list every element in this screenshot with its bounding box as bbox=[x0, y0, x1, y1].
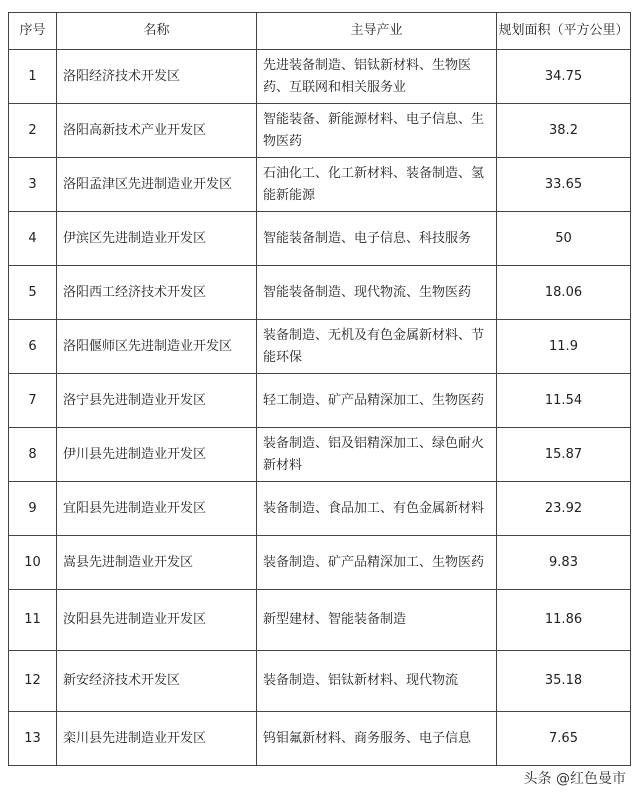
table-row bbox=[9, 536, 631, 590]
row-area: 23.92 bbox=[497, 482, 631, 536]
row-area: 50 bbox=[497, 212, 631, 266]
row-name: 洛阳偃师区先进制造业开发区 bbox=[57, 320, 257, 374]
table-row bbox=[9, 266, 631, 320]
row-name: 洛阳西工经济技术开发区 bbox=[57, 266, 257, 320]
row-area: 38.2 bbox=[497, 104, 631, 158]
row-index: 11 bbox=[9, 590, 57, 651]
table-row bbox=[9, 590, 631, 651]
row-area: 11.9 bbox=[497, 320, 631, 374]
row-name: 洛阳孟津区先进制造业开发区 bbox=[57, 158, 257, 212]
row-index: 8 bbox=[9, 428, 57, 482]
row-industry: 智能装备制造、现代物流、生物医药 bbox=[257, 266, 497, 320]
row-industry: 装备制造、铝及铝精深加工、绿色耐火新材料 bbox=[257, 428, 497, 482]
table-row bbox=[9, 428, 631, 482]
row-index: 2 bbox=[9, 104, 57, 158]
row-industry: 先进装备制造、铝钛新材料、生物医药、互联网和相关服务业 bbox=[257, 50, 497, 104]
row-area: 11.86 bbox=[497, 590, 631, 651]
row-index: 7 bbox=[9, 374, 57, 428]
table-row bbox=[9, 651, 631, 712]
row-industry: 装备制造、铝钛新材料、现代物流 bbox=[257, 651, 497, 712]
row-industry: 新型建材、智能装备制造 bbox=[257, 590, 497, 651]
row-area: 15.87 bbox=[497, 428, 631, 482]
row-industry: 智能装备、新能源材料、电子信息、生物医药 bbox=[257, 104, 497, 158]
table-row bbox=[9, 374, 631, 428]
header-name: 名称 bbox=[57, 13, 257, 50]
header-area: 规划面积（平方公里） bbox=[497, 13, 631, 50]
row-index: 3 bbox=[9, 158, 57, 212]
row-name: 伊川县先进制造业开发区 bbox=[57, 428, 257, 482]
table-row bbox=[9, 212, 631, 266]
row-area: 35.18 bbox=[497, 651, 631, 712]
row-industry: 轻工制造、矿产品精深加工、生物医药 bbox=[257, 374, 497, 428]
row-name: 洛阳高新技术产业开发区 bbox=[57, 104, 257, 158]
row-industry: 智能装备制造、电子信息、科技服务 bbox=[257, 212, 497, 266]
row-industry: 石油化工、化工新材料、装备制造、氢能新能源 bbox=[257, 158, 497, 212]
row-name: 洛宁县先进制造业开发区 bbox=[57, 374, 257, 428]
row-index: 9 bbox=[9, 482, 57, 536]
row-index: 13 bbox=[9, 712, 57, 766]
row-name: 洛阳经济技术开发区 bbox=[57, 50, 257, 104]
row-name: 栾川县先进制造业开发区 bbox=[57, 712, 257, 766]
row-index: 1 bbox=[9, 50, 57, 104]
row-area: 7.65 bbox=[497, 712, 631, 766]
row-area: 33.65 bbox=[497, 158, 631, 212]
row-industry: 装备制造、矿产品精深加工、生物医药 bbox=[257, 536, 497, 590]
watermark: 头条 @红色曼市 bbox=[523, 771, 626, 787]
row-index: 6 bbox=[9, 320, 57, 374]
header-industry: 主导产业 bbox=[257, 13, 497, 50]
row-industry: 装备制造、食品加工、有色金属新材料 bbox=[257, 482, 497, 536]
row-area: 34.75 bbox=[497, 50, 631, 104]
table-row bbox=[9, 482, 631, 536]
table-row bbox=[9, 158, 631, 212]
row-name: 嵩县先进制造业开发区 bbox=[57, 536, 257, 590]
row-area: 11.54 bbox=[497, 374, 631, 428]
row-index: 4 bbox=[9, 212, 57, 266]
row-area: 18.06 bbox=[497, 266, 631, 320]
row-name: 宜阳县先进制造业开发区 bbox=[57, 482, 257, 536]
header-index: 序号 bbox=[9, 13, 57, 50]
row-index: 10 bbox=[9, 536, 57, 590]
row-name: 汝阳县先进制造业开发区 bbox=[57, 590, 257, 651]
row-area: 9.83 bbox=[497, 536, 631, 590]
row-index: 5 bbox=[9, 266, 57, 320]
row-industry: 钨钼氟新材料、商务服务、电子信息 bbox=[257, 712, 497, 766]
development-zones-table bbox=[8, 12, 631, 766]
row-index: 12 bbox=[9, 651, 57, 712]
table-row bbox=[9, 712, 631, 766]
row-name: 伊滨区先进制造业开发区 bbox=[57, 212, 257, 266]
table-row bbox=[9, 320, 631, 374]
header-row bbox=[9, 13, 631, 50]
row-name: 新安经济技术开发区 bbox=[57, 651, 257, 712]
table-row bbox=[9, 104, 631, 158]
table-row bbox=[9, 50, 631, 104]
row-industry: 装备制造、无机及有色金属新材料、节能环保 bbox=[257, 320, 497, 374]
